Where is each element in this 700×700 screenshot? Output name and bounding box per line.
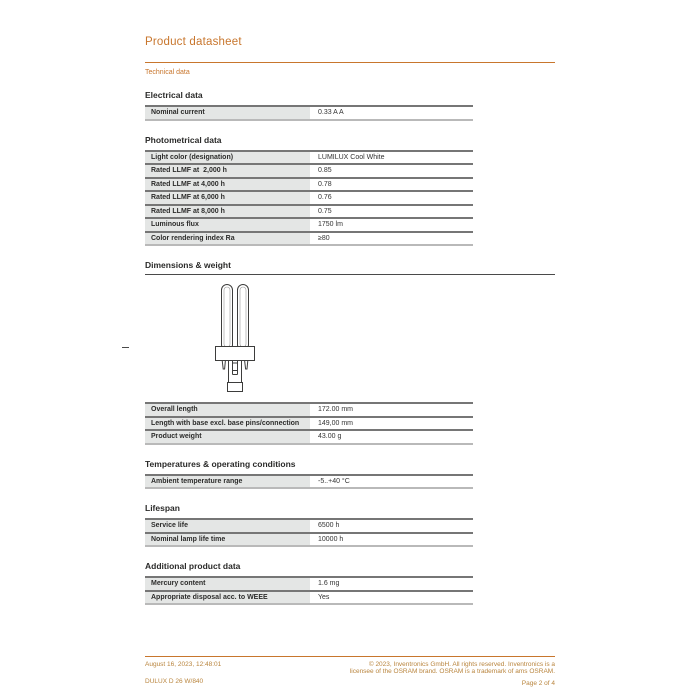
page-title: Product datasheet [145, 36, 242, 48]
section-heading: Electrical data [145, 90, 203, 100]
row-label: Service life [145, 519, 310, 533]
table-row [145, 218, 473, 232]
table-row [145, 205, 473, 219]
row-value: 0.75 [310, 205, 473, 219]
table-row [145, 577, 473, 591]
data-table [145, 474, 473, 490]
footer-copyright-line2: licensee of the OSRAM brand. OSRAM is a trademark of ams OSRAM. [349, 668, 555, 676]
row-value: 0.85 [310, 164, 473, 178]
row-label: Rated LLMF at 8,000 h [145, 205, 310, 219]
row-value: 10000 h [310, 533, 473, 547]
footer-copyright-line1: © 2023, Inventronics GmbH. All rights reserved. Inventronics is a [368, 661, 555, 668]
row-label: Mercury content [145, 577, 310, 591]
row-label: Appropriate disposal acc. to WEEE [145, 591, 310, 605]
accent-divider [145, 62, 555, 63]
row-value: 1750 lm [310, 218, 473, 232]
row-value: 6500 h [310, 519, 473, 533]
footer-product-name: DULUX D 26 W/840 [145, 678, 204, 686]
row-label: Luminous flux [145, 218, 310, 232]
section-figure [145, 275, 555, 397]
table-row [145, 232, 473, 246]
data-table [145, 402, 473, 445]
section [145, 503, 555, 547]
row-label: Product weight [145, 430, 310, 444]
sections [145, 90, 555, 605]
section [145, 561, 555, 605]
footer-right [350, 661, 555, 687]
section [145, 459, 555, 490]
section [145, 135, 555, 247]
row-value: 149,00 mm [310, 417, 473, 431]
section-heading: Lifespan [145, 503, 180, 513]
row-value: 172.00 mm [310, 403, 473, 417]
section-heading: Additional product data [145, 561, 241, 571]
section [145, 260, 555, 445]
row-label: Rated LLMF at 4,000 h [145, 178, 310, 192]
row-label: Overall length [145, 403, 310, 417]
table-row [145, 417, 473, 431]
row-value: 43.00 g [310, 430, 473, 444]
row-value: 1.6 mg [310, 577, 473, 591]
section-heading: Photometrical data [145, 134, 222, 145]
lamp-diagram-icon [215, 283, 255, 395]
data-table [145, 576, 473, 605]
row-label: Ambient temperature range [145, 475, 310, 489]
section-heading: Dimensions & weight [145, 260, 231, 270]
row-value: LUMILUX Cool White [310, 151, 473, 165]
table-row [145, 430, 473, 444]
table-row [145, 191, 473, 205]
table-row [145, 403, 473, 417]
section [145, 90, 555, 121]
page-subtitle: Technical data [145, 69, 190, 76]
table-row [145, 533, 473, 547]
data-table [145, 105, 473, 121]
row-value: -5..+40 °C [310, 475, 473, 489]
table-row [145, 591, 473, 605]
row-value: 0.76 [310, 191, 473, 205]
table-row [145, 475, 473, 489]
row-label: Rated LLMF at 6,000 h [145, 191, 310, 205]
row-label: Light color (designation) [145, 151, 310, 165]
table-row [145, 164, 473, 178]
row-label: Nominal lamp life time [145, 533, 310, 547]
table-row [145, 519, 473, 533]
datasheet-content [145, 36, 555, 605]
table-row [145, 151, 473, 165]
row-value: 0.78 [310, 178, 473, 192]
row-label: Color rendering index Ra [145, 232, 310, 246]
row-value: 0.33 A A [310, 106, 473, 120]
row-label: Length with base excl. base pins/connection [145, 417, 310, 431]
page-footer [145, 656, 555, 687]
data-table [145, 150, 473, 247]
footer-left [145, 661, 221, 687]
table-row [145, 106, 473, 120]
table-row [145, 178, 473, 192]
margin-tick-mark [122, 347, 129, 348]
section-heading: Temperatures & operating conditions [145, 458, 296, 469]
row-value: ≥80 [310, 232, 473, 246]
footer-date: August 16, 2023, 12:48:01 [145, 661, 222, 668]
data-table [145, 518, 473, 547]
row-label: Rated LLMF at 2,000 h [145, 164, 310, 178]
footer-page-number: Page 2 of 4 [521, 679, 555, 687]
row-label: Nominal current [145, 106, 310, 120]
row-value: Yes [310, 591, 473, 605]
